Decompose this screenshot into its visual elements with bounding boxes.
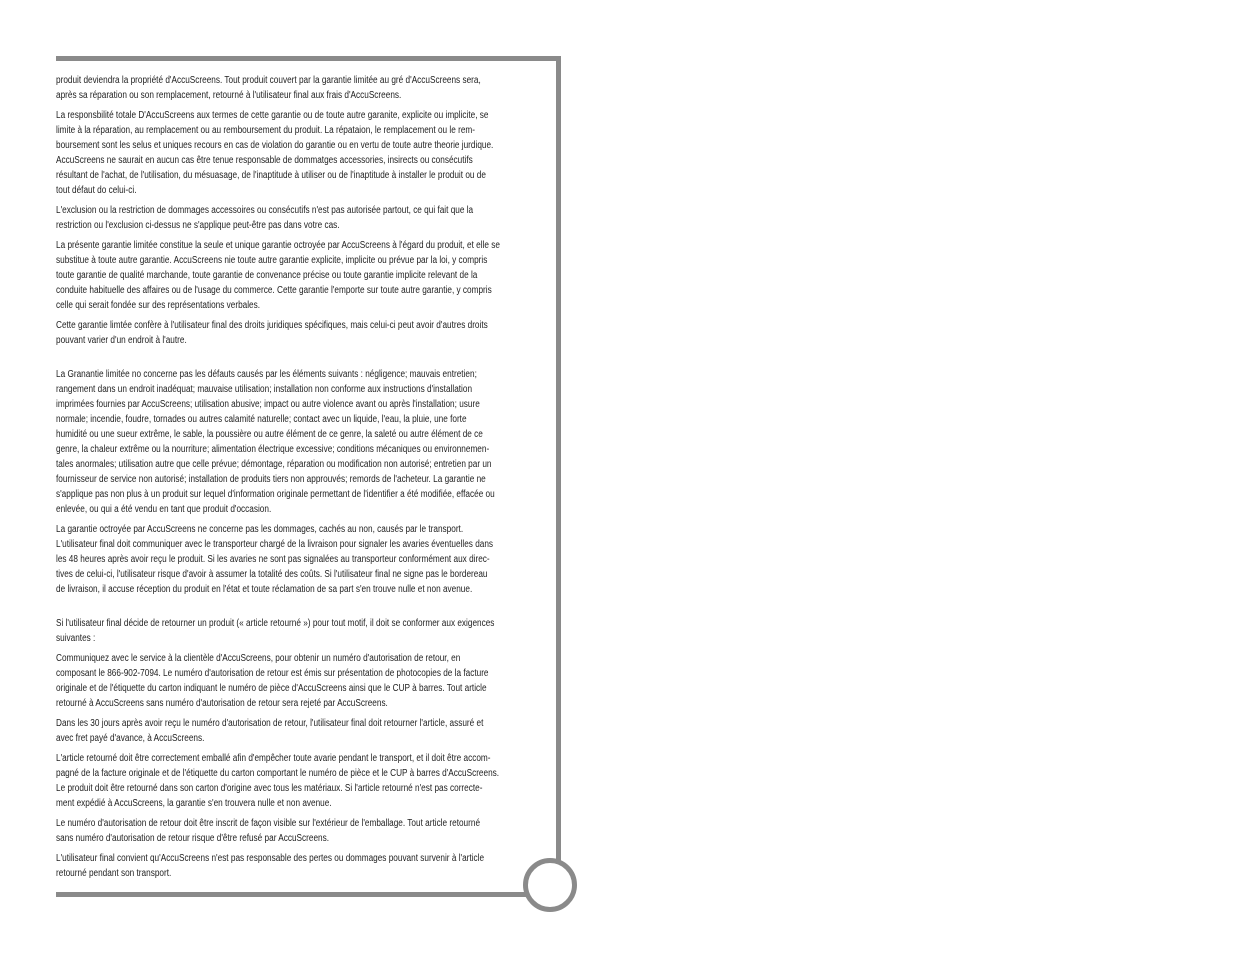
paragraph-30-days: Dans les 30 jours après avoir reçu le numéro d'autorisation de retour, l'utilisateur final doit retourner l'article, assuré et avec fret payé d'avance, à AccuScreens. (56, 718, 484, 744)
page-border-bottom (56, 892, 531, 897)
paragraph-legal-rights: Cette garantie limtée confère à l'utilisateur final des droits juridiques spécifiques, mais celui-ci peut avoir d'autres droits pouvant varier d'un endroit à l'autre. (56, 320, 488, 346)
paragraph-ownership: produit deviendra la propriété d'AccuScreens. Tout produit couvert par la garantie limitée au gré d'AccuScreens sera, après sa réparation ou son remplacement, retourné à l'utilisateur final aux frais d'AccuScreens. (56, 75, 481, 101)
paragraph-transport-damage: La garantie octroyée par AccuScreens ne concerne pas les dommages, cachés au non, causés par le transport. L'utilisateur final doit communiquer avec le transporteur chargé de la livraison pour signaler les avaries éventuelles dans les 48 heures après avoir reçu le produit. Si les avaries ne sont pas signalées au transporteur conformément aux direc- tives de celui-ci, l'utilisateur risque d'avoir à assumer la totalité des coûts. Si l'utilisateur final ne signe pas le bordereau de livraison, il accuse réception du produit en l'état et toute réclamation de sa part s'en trouve nulle et non avenue. (56, 524, 494, 595)
page-border-right (556, 56, 561, 864)
paragraph-not-covered: La Granantie limitée no concerne pas les défauts causés par les éléments suivants : négligence; mauvais entretien; rangement dans un endroit inadéquat; mauvaise utilisation; installation non conforme aux instructions d'installation imprimées fournies par AccuScreens; utilisation abusive; impact ou autre violence avant ou après l'installation; usure normale; incendie, foudre, tornades ou autres calamité naturelle; contact avec un liquide, l'eau, la pluie, une forte humidité ou une sueur extrême, le sable, la poussière ou autre élément de ce genre, la saleté ou autre élément de ce genre, la chaleur extrême ou la nourriture; alimentation électrique excessive; conditions mécaniques ou environnemen- tales anormales; utilisation autre que celle prévue; démontage, réparation ou modification non autorisé; entretien par un fournisseur de service non autorisé; installation de produits tiers non approuvés; remords de l'acheteur. La garantie ne s'applique pas non plus à un produit sur lequel d'information originale permettant de l'identifier a été modifiée, effacée ou enlevée, ou qui a été vendu en tant que produit d'occasion. (56, 369, 495, 515)
page-border-top (56, 56, 561, 61)
paragraph-return-authorization: Communiquez avec le service à la clientèle d'AccuScreens, pour obtenir un numéro d'autorisation de retour, en composant le 866-902-7094. Le numéro d'autorisation de retour est émis sur présentation de photocopies de la facture originale et de l'étiquette du carton indiquant le numéro de pièce d'AccuScreens ainsi que le CUP à barres. Tout article retourné à AccuScreens sans numéro d'autorisation de retour sera rejeté par AccuScreens. (56, 653, 489, 709)
paragraph-packaging: L'article retourné doit être correctement emballé afin d'empêcher toute avarie pendant le transport, et il doit être accom- pagné de la facture originale et de l'étiquette du carton comportant le numéro de pièce et le CUP à barres d'AccuScreens. Le produit doit être retourné dans son carton d'origine avec tous les matériaux. Si l'article retourné n'est pas correcte- ment expédié à AccuScreens, la garantie s'en trouvera nulle et non avenue. (56, 753, 500, 809)
paragraph-sole-warranty: La présente garantie limitée constitue la seule et unique garantie octroyée par AccuScreens à l'égard du produit, et elle se substitue à toute autre garantie. AccuScreens nie toute autre garantie explicite, implicite ou prévue par la loi, y compris toute garantie de qualité marchande, toute garantie de convenance précise ou toute garantie implicite relevant de la conduite habituelle des affaires ou de l'usage du commerce. Cette garantie l'emporte sur toute autre garantie, y compris celle qui serait fondée sur des représentations verbales. (56, 240, 500, 311)
paragraph-return-requirements: Si l'utilisateur final décide de retourner un produit (« article retourné ») pour tout motif, il doit se conformer aux exigences suivantes : (56, 618, 495, 644)
warranty-text (56, 73, 536, 886)
paragraph-authorization-number: Le numéro d'autorisation de retour doit être inscrit de façon visible sur l'extérieur de l'emballage. Tout article retourné sans numéro d'autorisation de retour risque d'être refusé par AccuScreens. (56, 818, 481, 844)
paragraph-exclusion: L'exclusion ou la restriction de dommages accessoires ou consécutifs n'est pas autorisée partout, ce qui fait que la restriction ou l'exclusion ci-dessus ne s'applique peut-être pas dans votre cas. (56, 205, 474, 231)
paragraph-liability: La responsbilité totale D'AccuScreens aux termes de cette garantie ou de toute autre garanite, explicite ou implicite, se limite à la réparation, au remplacement ou au remboursement du produit. La répataion, le remplacement ou le rem- boursement sont les selus et uniques recours en cas de violation do garantie ou en vertu de toute autre theorie jurdique. AccuScreens ne saurait en aucun cas être tenue responsable de dommatges accessories, insirects ou consécutifs résultant de l'achat, de l'utilisation, du mésuasage, de l'inaptitude à utiliser ou de l'inaptitude à installer le produit ou de tout défaut do celui-ci. (56, 110, 494, 196)
paragraph-transport-loss: L'utilisateur final convient qu'AccuScreens n'est pas responsable des pertes ou dommages pouvant survenir à l'article retourné pendant son transport. (56, 853, 485, 879)
